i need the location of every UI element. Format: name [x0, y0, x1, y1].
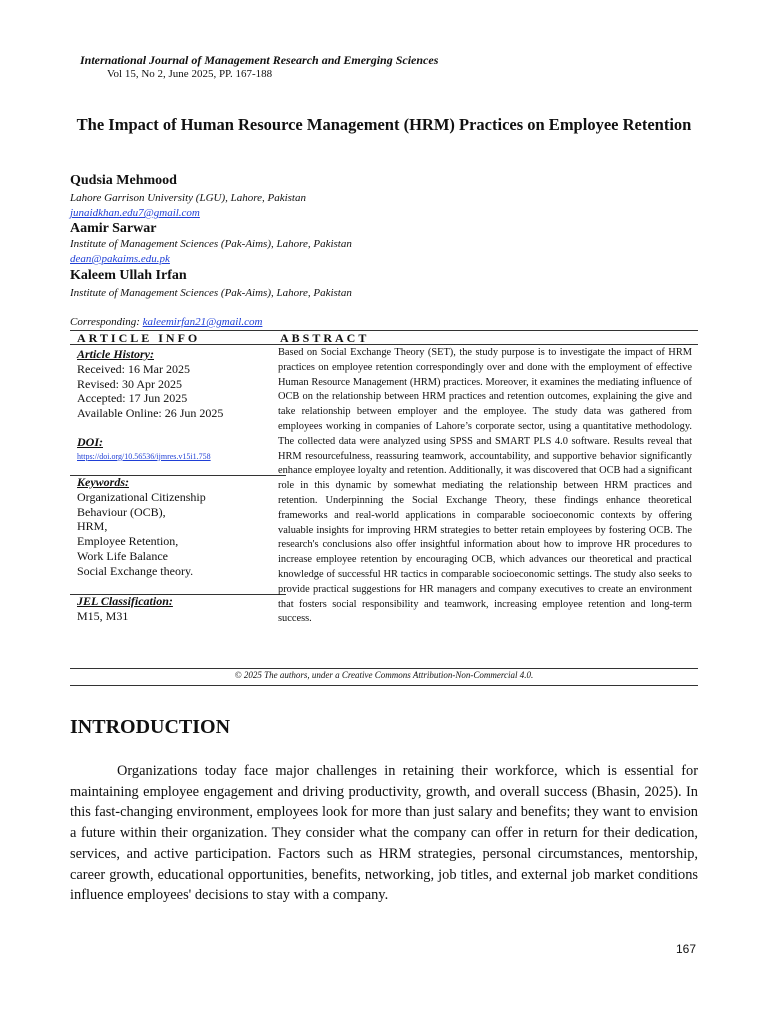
keyword-item: Behaviour (OCB), [77, 504, 166, 519]
author-affiliation: Institute of Management Sciences (Pak-Aims), Lahore, Pakistan [70, 238, 352, 250]
jel-codes: M15, M31 [77, 608, 129, 623]
introduction-paragraph: Organizations today face major challenges in retaining their workforce, which is essential for maintaining employee engagement and driving productivity, growth, and overall success (Bhasin, 2025). In this fast-changing environment, employees look for more than just salary and benefits; they want to envision a future within their organization. They consider what the company can offer in return for their dedication, services, and active participation. Factors such as HRM strategies, personal circumstances, mentorship, career growth, educational opportunities, benefits, networking, job titles, and external job market conditions influence employees' decisions to stay with a company. [70, 763, 698, 904]
history-item: Accepted: 17 Jun 2025 [77, 391, 188, 406]
author-email-link[interactable]: junaidkhan.edu7@gmail.com [70, 207, 200, 219]
doi-label: DOI: [77, 435, 103, 449]
abstract-heading: ABSTRACT [280, 331, 370, 345]
corresponding-email-link[interactable]: kaleemirfan21@gmail.com [142, 316, 263, 328]
abstract-text: Based on Social Exchange Theory (SET), the study purpose is to investigate the impact of HRM practices on employee retention correspondingly over and done with the employment of effective Human Resource Management (HRM) practices. Moreover, it examines the mediating influence of OCB on the relationship between HRM practices and retention outcomes, explaining the give and take relationship between employer and the employee. The study data was gathered from employees working in companies of Lahore’s corporate sector, using a quantitative methodology. The collected data were analyzed using SPSS and SMART PLS 4.0 software. Results reveal that HRM resourcefulness, reassuring teamwork, accountability, and supportive behavior significantly enhance employee loyalty and retention. Additionally, it was discovered that OCB had a significant role in this dynamic by somewhat mediating the relationship between HRM practices and retention. Underpinning the Social Exchange Theory, these findings enhance theoretical frameworks and real-world applications in comparable socioeconomic contexts by offering valuable insights for improving HRM strategies to better retain employees by fostering OCB. The research's conclusions also offer insightful information about how to improve HR procedures to increase employee retention by encouraging OCB, which advances our theoretical and practical knowledge of successful HR tactics in comparable socioeconomic settings. The study also seeks to provide practical suggestions for HR managers and company executives to create an environment that fosters social responsibility and teamwork, increasing employee retention and long-term success. [278, 347, 692, 625]
author-name: Aamir Sarwar [70, 221, 157, 236]
jel-label: JEL Classification: [77, 594, 173, 608]
author-email-link[interactable]: dean@pakaims.edu.pk [70, 253, 170, 265]
history-item: Received: 16 Mar 2025 [77, 361, 190, 376]
keyword-item: Organizational Citizenship [77, 489, 206, 504]
author-affiliation: Lahore Garrison University (LGU), Lahore, Pakistan [70, 192, 306, 204]
author-name: Qudsia Mehmood [70, 173, 177, 188]
author-affiliation: Institute of Management Sciences (Pak-Aims), Lahore, Pakistan [70, 287, 352, 299]
divider [70, 685, 698, 686]
keyword-item: HRM, [77, 519, 108, 534]
divider [70, 668, 698, 669]
article-history [77, 347, 277, 421]
corresponding-label: Corresponding: [70, 316, 140, 328]
keyword-item: Employee Retention, [77, 534, 179, 549]
history-item: Available Online: 26 Jun 2025 [77, 406, 224, 421]
keywords-label: Keywords: [77, 475, 129, 489]
copyright-notice: © 2025 The authors, under a Creative Commons Attribution-Non-Commercial 4.0. [234, 670, 534, 680]
page-number: 167 [676, 942, 697, 956]
article-info-heading: ARTICLE INFO [77, 331, 201, 345]
corresponding-author [70, 316, 262, 328]
volume-info: Vol 15, No 2, June 2025, PP. 167-188 [107, 68, 273, 80]
jel-section [77, 594, 277, 624]
history-item: Revised: 30 Apr 2025 [77, 376, 182, 391]
keyword-item: Social Exchange theory. [77, 563, 194, 578]
keyword-item: Work Life Balance [77, 548, 168, 563]
author-name: Kaleem Ullah Irfan [70, 268, 187, 283]
doi-section [77, 435, 277, 465]
doi-link[interactable]: https://doi.org/10.56536/ijmres.v15i1.758 [77, 451, 211, 461]
introduction-heading: INTRODUCTION [70, 716, 231, 738]
journal-name: International Journal of Management Research and Emerging Sciences [80, 53, 439, 67]
keywords-section [77, 475, 277, 579]
paper-title: The Impact of Human Resource Management (HRM) Practices on Employee Retention [76, 115, 692, 134]
history-label: Article History: [77, 347, 154, 361]
